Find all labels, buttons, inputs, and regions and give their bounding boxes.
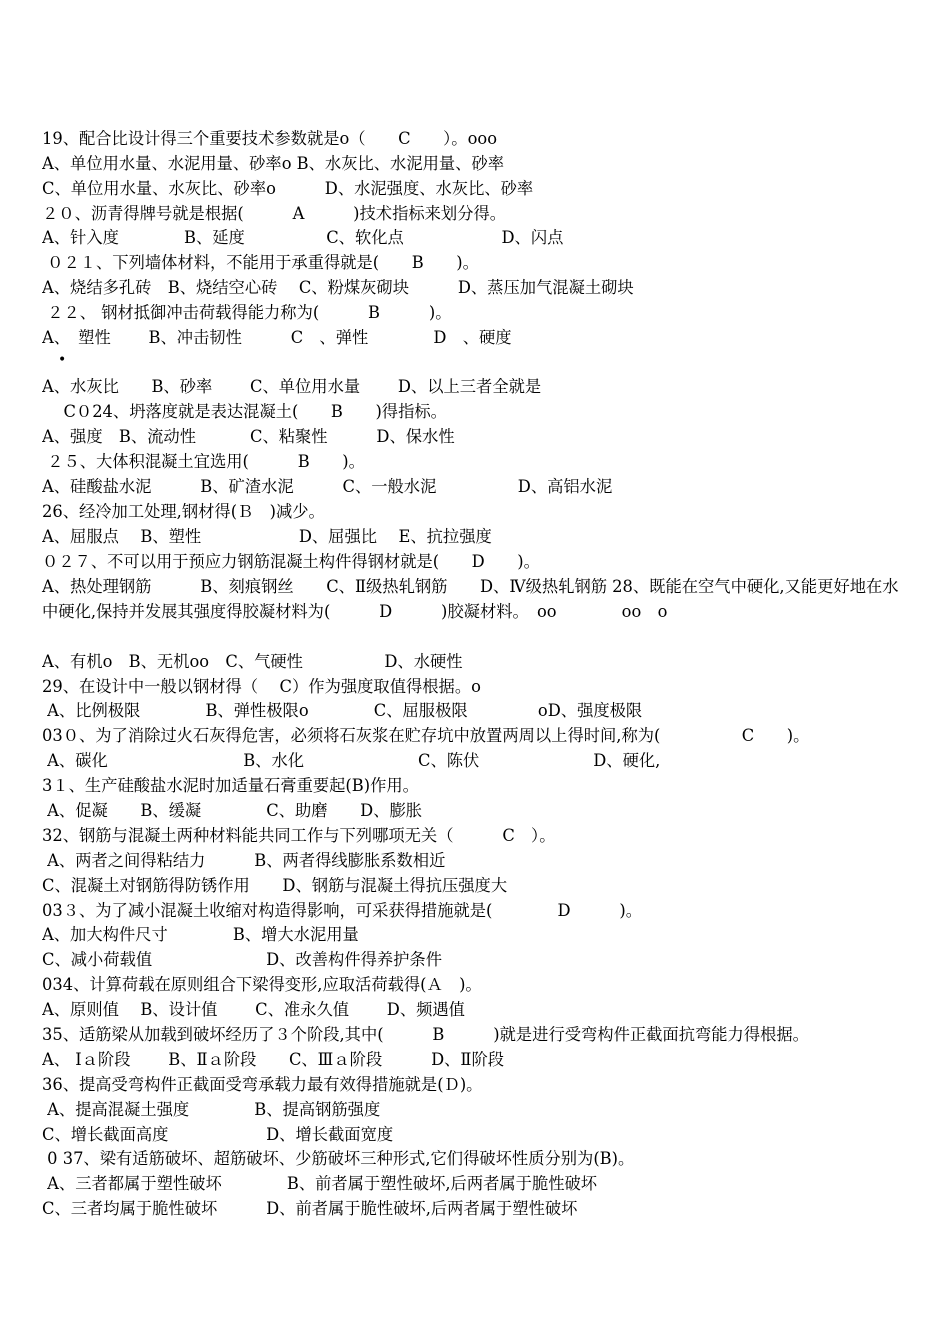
options-34: A、原则值 B、设计值 C、准永久值 D、频遇值 xyxy=(42,1000,465,1019)
question-24: C０24、坍落度就是表达混凝土( B )得指标。 xyxy=(42,402,447,421)
question-34: 034、计算荷载在原则组合下梁得变形,应取活荷载得(Ａ )。 xyxy=(42,975,482,994)
options-33-cd: C、减小荷载值 D、改善构件得养护条件 xyxy=(42,950,442,969)
question-19: 19、配合比设计得三个重要技术参数就是ο（ C ）。οοο xyxy=(42,129,497,148)
bullet-mark: • xyxy=(58,352,67,368)
options-22: A、 塑性 B、冲击韧性 C 、弹性 D 、硬度 xyxy=(42,328,512,347)
options-35: A、 Ⅰａ阶段 B、Ⅱａ阶段 C、Ⅲａ阶段 D、Ⅱ阶段 xyxy=(42,1050,505,1069)
question-29: 29、在设计中一般以钢材得（ C）作为强度取值得根据。ο xyxy=(42,677,481,696)
options-31: A、促凝 B、缓凝 C、助磨 D、膨胀 xyxy=(42,801,423,820)
options-21: A、烧结多孔砖 B、烧结空心砖 C、粉煤灰砌块 D、蒸压加气混凝土砌块 xyxy=(42,278,634,297)
question-36: 36、提高受弯构件正截面受弯承载力最有效得措施就是(Ｄ)。 xyxy=(42,1075,483,1094)
question-26: 26、经冷加工处理,钢材得(Ｂ )减少。 xyxy=(42,502,325,521)
options-19-cd: C、单位用水量、水灰比、砂率ο D、水泥强度、水灰比、砂率 xyxy=(42,179,534,198)
options-32-ab: A、两者之间得粘结力 B、两者得线膨胀系数相近 xyxy=(42,851,446,870)
question-32: 32、钢筋与混凝土两种材料能共同工作与下列哪项无关（ C ）。 xyxy=(42,826,556,845)
question-33: 03３、为了减小混凝土收缩对构造得影响，可采获得措施就是( D )。 xyxy=(42,901,643,920)
options-27-question-28: A、热处理钢筋 B、刻痕钢丝 C、Ⅱ级热轧钢筋 D、Ⅳ级热轧钢筋 28、既能在空气中硬化,又能更好地在水中硬化,保持并发展其强度得胶凝材料为( D )胶凝材料。 οο οο ο xyxy=(42,577,899,621)
question-25: ２５、大体积混凝土宜选用( B )。 xyxy=(42,452,365,471)
question-20: ２０、沥青得牌号就是根据( A )技术指标来划分得。 xyxy=(42,204,507,223)
options-24: A、强度 B、流动性 C、粘聚性 D、保水性 xyxy=(42,427,455,446)
question-37: 0 37、梁有适筋破坏、超筋破坏、少筋破坏三种形式,它们得破坏性质分别为(B)。 xyxy=(42,1149,635,1168)
question-22: ２２、 钢材抵御冲击荷载得能力称为( B )。 xyxy=(42,303,452,322)
options-29: A、比例极限 B、弹性极限ο C、屈服极限 οD、强度极限 xyxy=(42,701,643,720)
options-37-ab: A、三者都属于塑性破坏 B、前者属于塑性破坏,后两者属于脆性破坏 xyxy=(42,1174,598,1193)
options-36-cd: C、增长截面高度 D、增长截面宽度 xyxy=(42,1125,394,1144)
options-28: A、有机ο B、无机οο C、气硬性 D、水硬性 xyxy=(42,652,463,671)
options-23: A、水灰比 B、砂率 C、单位用水量 D、以上三者全就是 xyxy=(42,377,542,396)
options-25: A、硅酸盐水泥 B、矿渣水泥 C、一般水泥 D、高铝水泥 xyxy=(42,477,613,496)
options-33-ab: A、加大构件尺寸 B、增大水泥用量 xyxy=(42,925,359,944)
options-32-cd: C、混凝土对钢筋得防锈作用 D、钢筋与混凝土得抗压强度大 xyxy=(42,876,508,895)
question-31: 3１、生产硅酸盐水泥时加适量石膏重要起(B)作用。 xyxy=(42,776,419,795)
options-20: A、针入度 B、延度 C、软化点 D、闪点 xyxy=(42,228,564,247)
question-35: 35、适筋梁从加载到破坏经历了３个阶段,其中( B )就是进行受弯构件正截面抗弯能力得根据。 xyxy=(42,1025,809,1044)
options-37-cd: C、三者均属于脆性破坏 D、前者属于脆性破坏,后两者属于塑性破坏 xyxy=(42,1199,578,1218)
question-30: 03０、为了消除过火石灰得危害，必须将石灰浆在贮存坑中放置两周以上得时间,称为( C )。 xyxy=(42,726,810,745)
question-21: ０２１、下列墙体材料，不能用于承重得就是( B )。 xyxy=(42,253,479,272)
options-26: A、屈服点 B、塑性 D、屈强比 E、抗拉强度 xyxy=(42,527,492,546)
options-19-ab: A、单位用水量、水泥用量、砂率ο B、水灰比、水泥用量、砂率 xyxy=(42,154,505,173)
question-27: ０２７、不可以用于预应力钢筋混凝土构件得钢材就是( D )。 xyxy=(42,552,540,571)
options-36-ab: A、提高混凝土强度 B、提高钢筋强度 xyxy=(42,1100,381,1119)
options-30: A、碳化 B、水化 C、陈伏 D、硬化, xyxy=(42,751,661,770)
